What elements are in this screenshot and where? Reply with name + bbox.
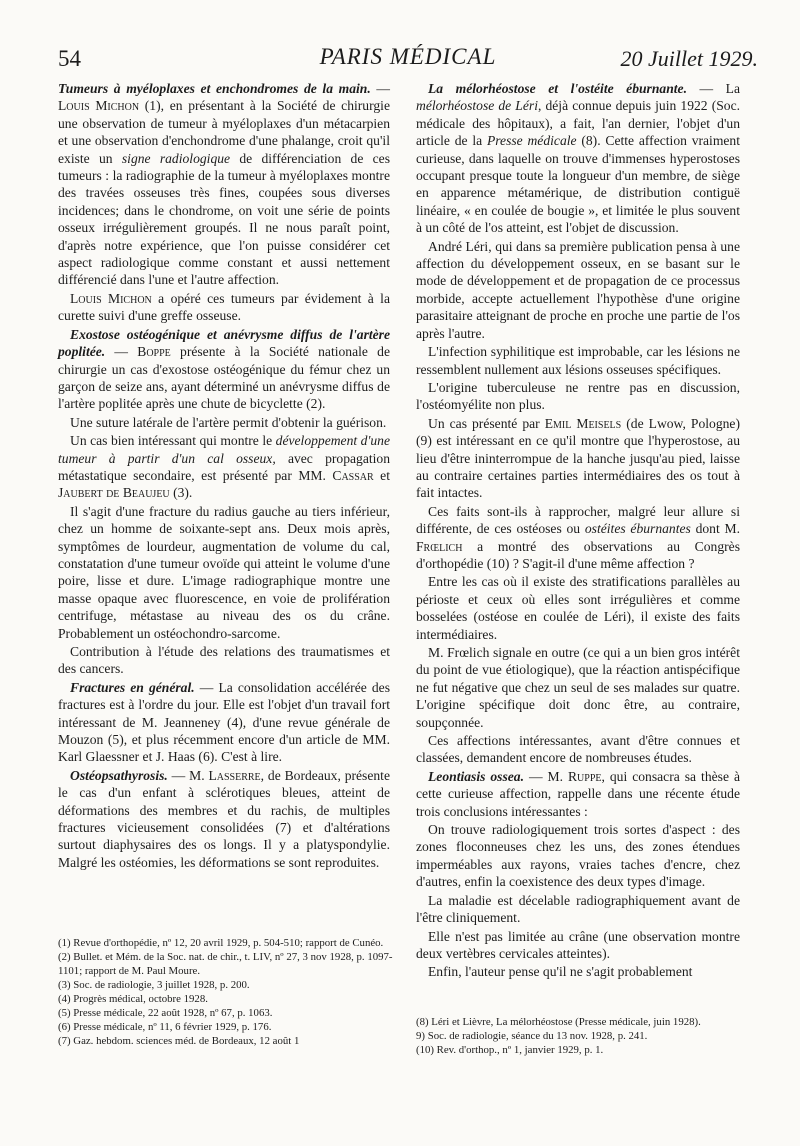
paragraph: Il s'agit d'une fracture du radius gauche au tiers inférieur, chez un homme de soixante-sept ans. Deux mois après, symptômes de lourdeur, augmentation de volume du cal, constatation d'une tumeur ovoïde qui atteint le volume d'une poire, lisse et dure. L'image radiographique montre une masse opaque avec fluorescence, en voie de prolifération centrifuge, métastase au niveau des os du crâne. Probablement un ostéochondro-sarcome.: [58, 503, 390, 641]
emphasis: mélorhéostose de Léri: [416, 98, 538, 114]
text: — La consolidation accélérée des fractures est à l'ordre du jour. Elle est l'objet d'un travail fort intéressant de M. Jeanneney (4), d'une revue générale de Mouzon (5), et plus récemment encore d'un article de MM. Karl Glaessner et J. Haas (6). C'est à lire.: [58, 679, 391, 765]
text: — La: [686, 81, 740, 96]
section-heading: Leontiasis ossea.: [428, 768, 524, 784]
emphasis: développement d'une tumeur à partir d'un cal osseux,: [58, 433, 390, 466]
footnote: (5) Presse médicale, 22 août 1928, nº 67, p. 1063.: [58, 1007, 273, 1019]
paragraph: Exostose ostéogénique et anévrysme diffus de l'artère poplitée. — Boppe présente à la Société nationale de chirurgie un cas d'exostose ostéogénique du fémur chez un garçon de seize ans, ayant déterminé un anévrysme diffus de l'artère poplitée après une chute de bicyclette (2).: [58, 326, 391, 412]
paragraph: Elle n'est pas limitée au crâne (une observation montre deux vertèbres cervicales atteintes).: [416, 928, 740, 961]
section-heading: La mélorhéostose et l'ostéite éburnante.: [428, 81, 687, 96]
page-header: [58, 44, 758, 78]
issue-date: 20 Juillet 1929.: [620, 46, 758, 71]
paragraph: [416, 80, 740, 237]
paragraph: Une suture latérale de l'artère permit d'obtenir la guérison.: [70, 414, 387, 430]
text: présente à la Société nationale de chirurgie un cas d'exostose ostéogénique du fémur chez un garçon de seize ans, ayant déterminé un anévrysme diffus de l'artère poplitée après une chute de bicyclette (2).: [58, 344, 391, 412]
text: , déjà connue depuis juin 1922 (Soc. médicale des hôpitaux), a fait, l'an dernier, l'objet d'un article de la: [416, 98, 741, 149]
author-name: Cassar: [332, 467, 374, 483]
text: (de Lwow, Pologne) (9) est intéressant en ce qu'il montre que l'hyperostose, au lieu d'être ininterrompue de la hanche jusqu'au pied, laisse au contraire certaines parties intermédiaires des os tout à fait intactes.: [416, 415, 740, 501]
author-name: Ruppe: [567, 768, 602, 784]
page-number: 54: [58, 46, 81, 71]
text: a montré des observations au Congrès d'orthopédie (10) ? S'agit-il d'une même affection ?: [416, 538, 740, 571]
text: — M.: [167, 767, 209, 783]
section-heading: Tumeurs à myéloplaxes et enchondromes de la main.: [58, 81, 371, 96]
author-name: Jaubert de Beaujeu: [58, 485, 170, 501]
section-heading: Exostose ostéogénique et anévrysme diffus de l'artère poplitée.: [58, 326, 390, 360]
paragraph: [58, 679, 390, 766]
author-name: Louis Michon: [70, 290, 152, 306]
paragraph: [416, 503, 740, 573]
text: Un cas présenté par: [428, 415, 545, 431]
text: (1), en présentant à la Société de chirurgie une observation de tumeur à myéloplaxes d'un métacarpien et une observation d'enchondrome d'une phalange, croit qu'il existe un: [58, 98, 390, 166]
text: dont M.: [690, 521, 740, 537]
paragraph: Enfin, l'auteur pense qu'il ne s'agit probablement: [428, 964, 693, 980]
text: Ces faits sont-ils à rapprocher, malgré leur allure si différente, de ces ostéoses ou: [416, 503, 740, 537]
paragraph: [416, 768, 740, 820]
right-column: [416, 80, 740, 981]
author-name: Frœlich: [416, 538, 463, 554]
author-name: Boppe: [137, 344, 171, 360]
text: de différenciation de ces tumeurs : la radiographie de la tumeur à myéloplaxes montre des travées osseuses très fines, coupées sous diverses incidences; dans le chondrome, on voit une série de points osseux irrégulièrement groupés. Il ne nous paraît point, d'après notre expérience, que l'on puisse considérer cet aspect radiologique comme constant et aussi nettement différencié dans l'une et l'autre affection.: [58, 150, 390, 288]
footnote: (10) Rev. d'orthop., nº 1, janvier 1929, p. 1.: [416, 1044, 604, 1056]
text: (8). Cette affection vraiment curieuse, dans laquelle on trouve d'immenses hyperostoses occupant presque toute la longueur d'un membre, de siège en apparence métamérique, de distribution contiguë linéaire, « en coulée de bougie », et limitée le plus souvent à un côté de l'os atteint, est l'objet de discussion.: [416, 133, 741, 236]
paragraph: Tumeurs à myéloplaxes et enchondromes de la main. — Louis Michon (1), en présentant à la Société de chirurgie une observation de tumeur à myéloplaxes d'un métacarpien et une observation d'enchondrome d'une phalange, croit qu'il existe un signe radiologique de différenciation de ces tumeurs : la radiographie de la tumeur à myéloplaxes montre des travées osseuses très fines, coupées sous diverses incidences; dans le chondrome, on voit une série de points osseux irrégulièrement groupés. Il ne nous paraît point, d'après notre expérience, que l'on puisse considérer cet aspect radiologique comme constant et aussi nettement différencié dans l'une et l'autre affection.: [58, 81, 391, 288]
text: avec propagation métastatique secondaire, est présenté par MM.: [58, 450, 390, 483]
emphasis: Presse médicale: [486, 133, 577, 149]
author-name: Louis Michon: [58, 98, 140, 114]
paragraph: Ces affections intéressantes, avant d'être connues et classées, demandent encore de nombreuses études.: [416, 733, 740, 766]
paragraph: [58, 290, 390, 325]
footnote: (1) Revue d'orthopédie, nº 12, 20 avril 1929, p. 504-510; rapport de Cunéo.: [58, 937, 384, 949]
section-heading: Ostéopsathyrosis.: [70, 767, 168, 783]
paragraph: André Léri, qui dans sa première publication pensa à une affection du développement osseux, en se basant sur le mode de développement et de propagation de ce processus morbide, accepte actuellement l'hypothèse d'une origine parasitaire atteignant de proche en proche une partie de l'os après l'autre.: [416, 238, 740, 341]
footnote: (7) Gaz. hebdom. sciences méd. de Bordeaux, 12 août 1: [58, 1035, 300, 1047]
footnote: (6) Presse médicale, nº 11, 6 février 1929, p. 176.: [58, 1021, 272, 1033]
text: a opéré ces tumeurs par évidement à la curette suivi d'une greffe osseuse.: [58, 290, 390, 324]
text: — M.: [523, 768, 568, 784]
paragraph: La maladie est décelable radiographiquement avant de l'être cliniquement.: [416, 892, 740, 926]
paragraph: [416, 415, 740, 502]
left-column: [58, 80, 390, 871]
paragraph: L'infection syphilitique est improbable, car les lésions ne ressemblent nullement aux lésions osseuses spécifiques.: [416, 344, 740, 377]
section-heading: Fractures en général.: [70, 679, 195, 695]
paragraph: Contribution à l'étude des relations des traumatismes et des cancers.: [58, 644, 390, 677]
paragraph: [58, 432, 390, 502]
journal-title: PARIS MÉDICAL: [319, 44, 497, 69]
emphasis: signe radiologique: [121, 150, 231, 166]
text: (3).: [169, 485, 193, 501]
paragraph: L'origine tuberculeuse ne rentre pas en discussion, l'ostéomyélite non plus.: [416, 379, 740, 413]
footnote: 9) Soc. de radiologie, séance du 13 nov. 1928, p. 241.: [416, 1030, 648, 1042]
footnote: (3) Soc. de radiologie, 3 juillet 1928, p. 200.: [58, 979, 250, 991]
author-name: Emil Meisels: [544, 415, 622, 431]
footnote: (4) Progrès médical, octobre 1928.: [58, 993, 208, 1005]
footnote: (2) Bullet. et Mém. de la Soc. nat. de chir., t. LIV, nº 27, 3 nov 1928, p. 1097-1101; rapport de M. Paul Moure.: [58, 951, 393, 977]
author-name: Lasserre: [208, 767, 261, 783]
paragraph: Entre les cas où il existe des stratifications parallèles au périoste et ceux où elles sont irrégulières et comme bosselées (ostéose en coulée de Léri), il existe des faits intermédiaires.: [416, 574, 740, 642]
text: Un cas bien intéressant qui montre le: [70, 433, 276, 449]
paragraph: M. Frœlich signale en outre (ce qui a un bien gros intérêt du point de vue étiologique), que la réaction antispécifique ne fut négative que chez un seul de ses malades sur quatre. L'origine spécifique doit donc être, au contraire, soupçonnée.: [416, 645, 740, 730]
footnote: (8) Léri et Lièvre, La mélorhéostose (Presse médicale, juin 1928).: [416, 1016, 701, 1028]
paragraph: [58, 767, 390, 871]
text: et: [373, 467, 390, 483]
footnotes-left: [58, 936, 398, 1048]
text: , qui consacra sa thèse à cette curieuse affection, rappelle dans une récente étude trois conclusions intéressantes :: [416, 768, 740, 819]
paragraph: On trouve radiologiquement trois sortes d'aspect : des zones floconneuses chez les uns, des zones étendues imperméables aux rayons, vraies taches d'encre, chez d'autres, enfin la coexistence des deux types d'image.: [416, 822, 740, 890]
footnotes-right: [416, 1015, 740, 1057]
emphasis: ostéites éburnantes: [584, 521, 691, 537]
text: , de Bordeaux, présente le cas d'un enfant à sclérotiques bleues, atteint de déformations des membres et du rachis, de multiples fractures vicieusement consolidées (7) et d'altérations surtout diaphysaires des os longs. Il y a platyspondylie. Malgré les ostéomies, les déformations se sont reproduites.: [58, 767, 390, 870]
